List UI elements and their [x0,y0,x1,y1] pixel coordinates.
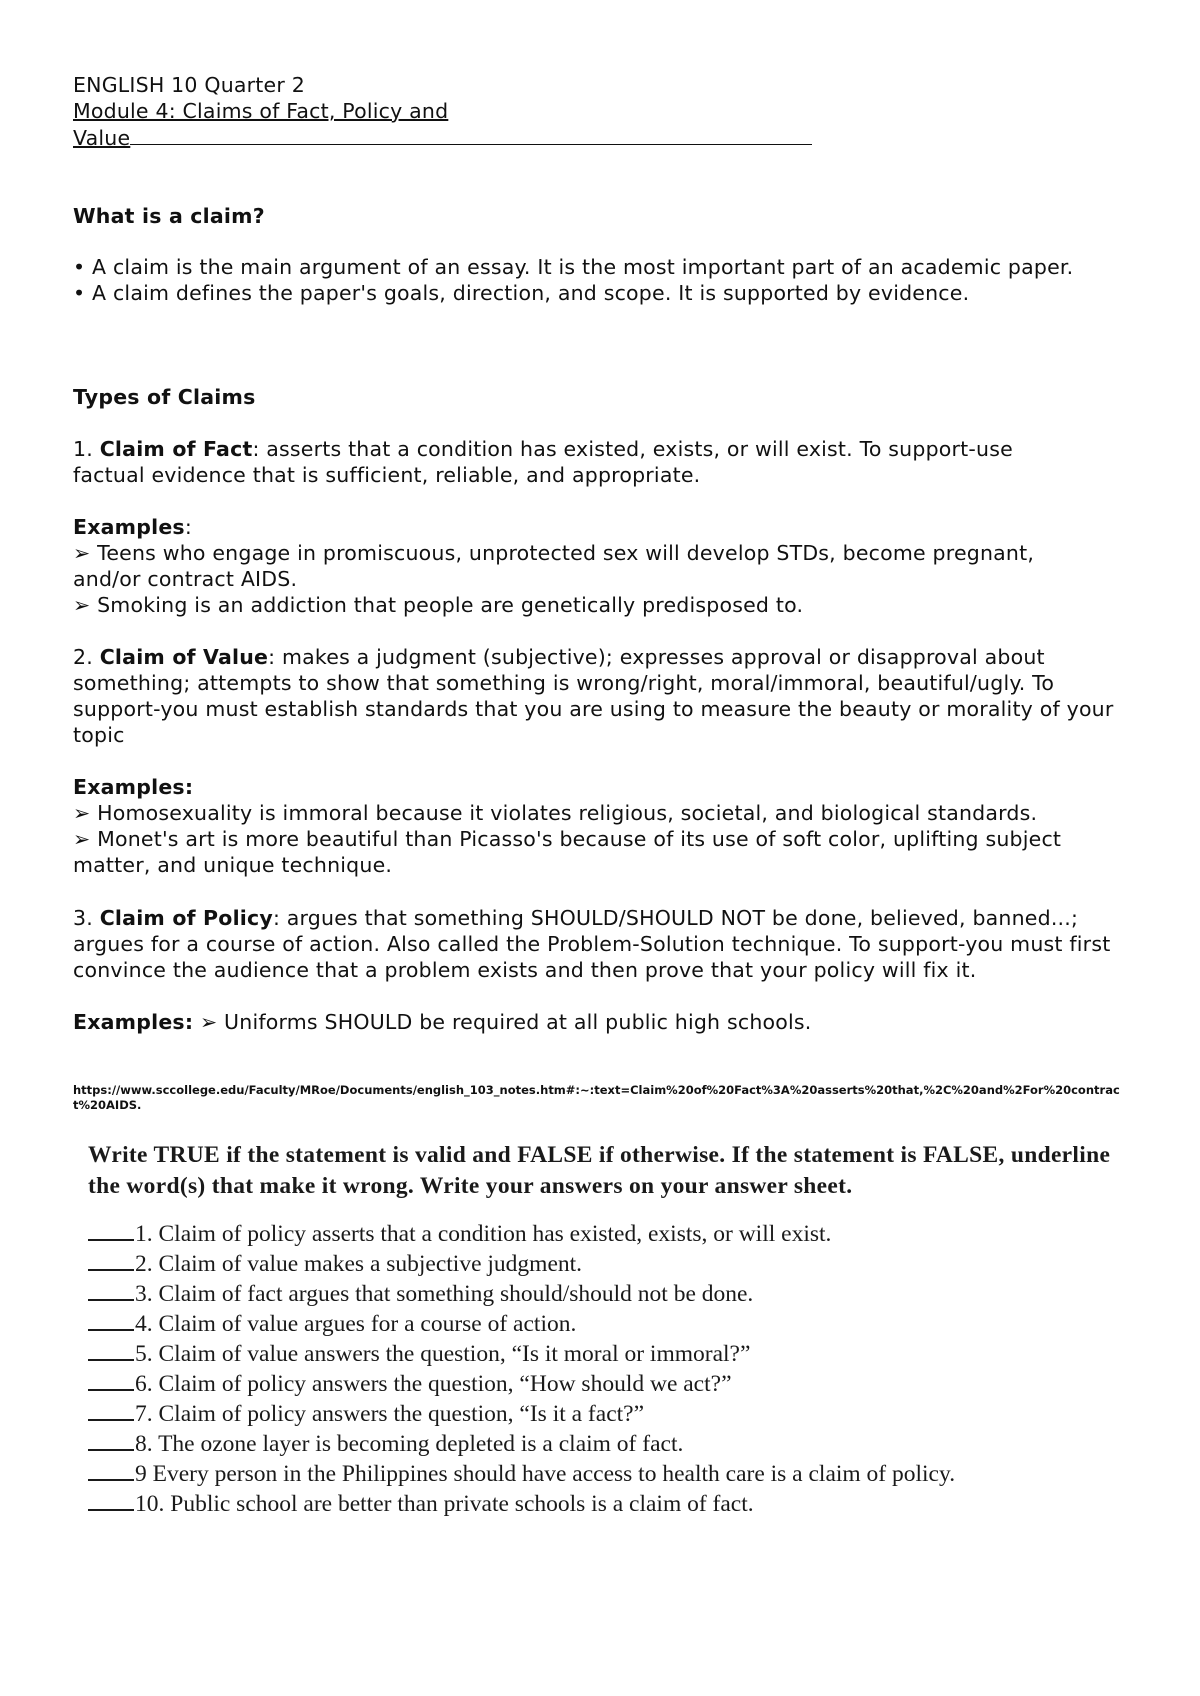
claim-of-value-section [73,644,1143,878]
value-example: ➢ Homosexuality is immoral because it violates religious, societal, and biological standards. [73,801,1038,825]
value-examples-label: Examples: [73,775,194,799]
answer-blank [88,1399,134,1421]
claim-of-policy-definition [73,905,1133,983]
claim-of-fact-section [73,436,1083,618]
value-example: ➢ Monet's art is more beautiful than Picasso's because of its use of soft color, uplifting subject matter, and unique technique. [73,827,1062,877]
exercise-item: 3. Claim of fact argues that something should/should not be done. [88,1279,1148,1309]
answer-blank [88,1489,134,1511]
what-is-claim-section [73,203,1143,229]
answer-blank [88,1249,134,1271]
claim-of-policy-section [73,905,1133,1035]
fact-definition-text: : asserts that a condition has existed, exists, or will exist. To support-use factual evidence that is sufficient, reliable, and appropriate. [73,437,1013,487]
claim-bullet: • A claim defines the paper's goals, direction, and scope. It is supported by evidence. [73,281,970,305]
answer-blank [88,1219,134,1241]
answer-blank [88,1309,134,1331]
claim-definition-bullets [73,254,1083,306]
module-title-line1: Module 4: Claims of Fact, Policy and [73,99,449,123]
claim-bullet: • A claim is the main argument of an essay. It is the most important part of an academic paper. [73,255,1074,279]
exercise-item: 9 Every person in the Philippines should have access to health care is a claim of policy. [88,1459,1148,1489]
value-definition-text: : makes a judgment (subjective); expresses approval or disapproval about something; attempts to show that something is wrong/right, moral/immoral, beautiful/ugly. To support-you must establish standards that you are using to measure the beauty or morality of your topic [73,645,1114,747]
exercise-items [88,1219,1148,1519]
exercise-instructions: Write TRUE if the statement is valid and FALSE if otherwise. If the statement is FALSE, underline the word(s) that make it wrong. Write your answers on your answer sheet. [88,1142,1111,1199]
course-title: ENGLISH 10 Quarter 2 [73,73,305,97]
answer-blank [88,1369,134,1391]
value-number: 2. [73,645,100,669]
policy-definition-text: : argues that something SHOULD/SHOULD NOT be done, believed, banned...; argues for a course of action. Also called the Problem-Solution technique. To support-you must first convince the audience that a problem exists and then prove that your policy will fix it. [73,906,1111,982]
exercise-item: 1. Claim of policy asserts that a condition has existed, exists, or will exist. [88,1219,1148,1249]
exercise-item: 7. Claim of policy answers the question, “Is it a fact?” [88,1399,1148,1429]
source-link[interactable]: https://www.sccollege.edu/Faculty/MRoe/Documents/english_103_notes.htm#:~:text=Claim%20of%20Fact%3A%20asserts%20that,%2C%20and%2For%20contract%20AIDS. [73,1083,1120,1112]
types-heading-block [73,384,1143,410]
answer-blank [88,1339,134,1361]
fact-term: Claim of Fact [99,437,253,461]
policy-examples [73,1009,1133,1035]
exercise-item: 8. The ozone layer is becoming depleted is a claim of fact. [88,1429,1148,1459]
claim-of-value-definition [73,644,1143,748]
document-header [73,72,1143,151]
what-is-claim-heading: What is a claim? [73,204,265,228]
fact-example: ➢ Smoking is an addiction that people are genetically predisposed to. [73,593,804,617]
policy-example: ➢ Uniforms SHOULD be required at all public high schools. [193,1010,812,1034]
exercise-item: 2. Claim of value makes a subjective judgment. [88,1249,1148,1279]
true-false-exercise [88,1140,1148,1519]
policy-number: 3. [73,906,100,930]
exercise-item: 5. Claim of value answers the question, “Is it moral or immoral?” [88,1339,1148,1369]
fact-examples-label: Examples: [73,515,192,539]
claim-of-fact-definition [73,436,1083,488]
exercise-item: 6. Claim of policy answers the question, “How should we act?” [88,1369,1148,1399]
module-title-line2 [73,124,1143,151]
fact-number: 1. [73,437,100,461]
answer-blank [88,1279,134,1301]
fact-example: ➢ Teens who engage in promiscuous, unprotected sex will develop STDs, become pregnant, and/or contract AIDS. [73,541,1035,591]
types-heading: Types of Claims [73,385,256,409]
value-term: Claim of Value [99,645,269,669]
module-title-value: Value [73,126,131,150]
policy-term: Claim of Policy [99,906,273,930]
exercise-item: 10. Public school are better than private schools is a claim of fact. [88,1489,1148,1519]
title-underline-rule [130,124,812,145]
exercise-item: 4. Claim of value argues for a course of action. [88,1309,1148,1339]
answer-blank [88,1429,134,1451]
answer-blank [88,1459,134,1481]
policy-examples-label: Examples: [73,1010,194,1034]
